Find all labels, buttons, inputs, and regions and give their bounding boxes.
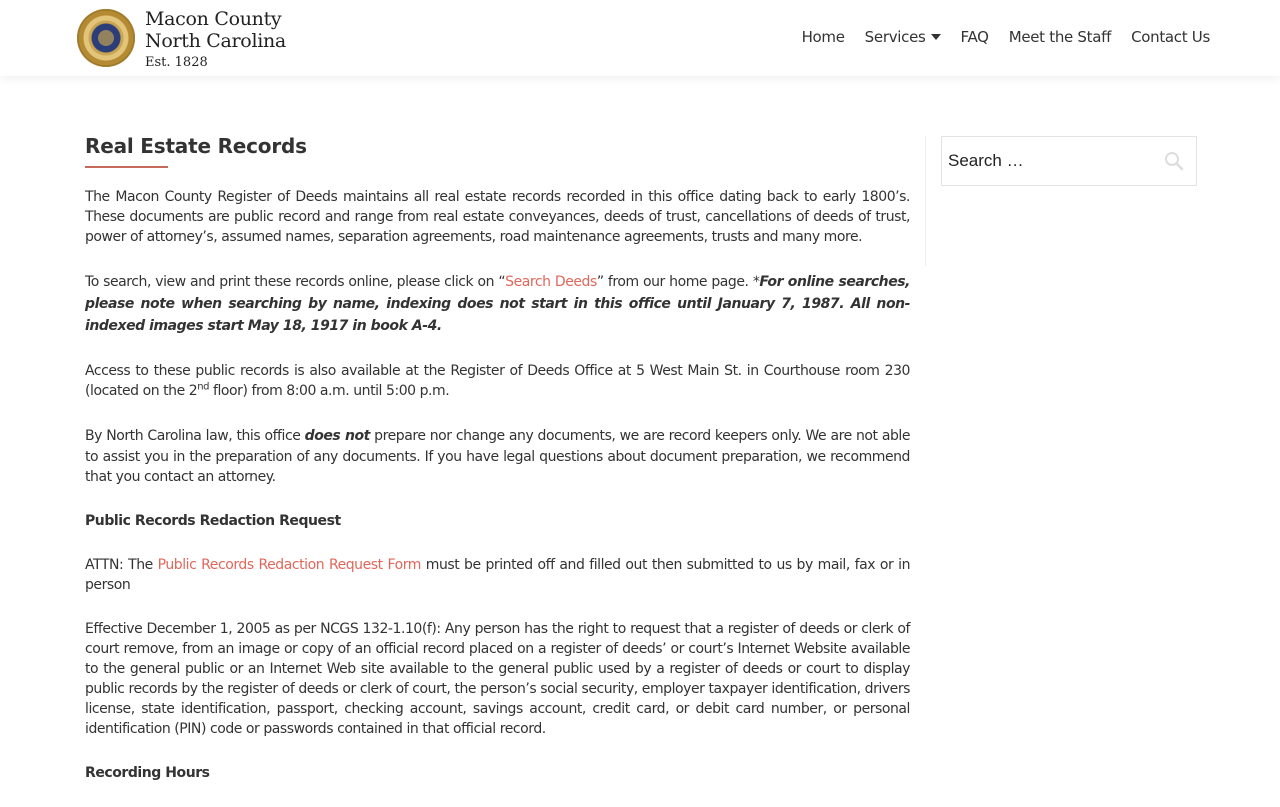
search-icon[interactable] (1164, 151, 1184, 171)
logo-text (145, 9, 286, 69)
search-form (941, 136, 1197, 186)
intro-paragraph: The Macon County Register of Deeds maintains all real estate records recorded in this office dating back to early 1800’s. These documents are public record and range from real estate conveyances, deeds of trust, cancellations of deeds of trust, power of attorney’s, assumed names, separation agreements, road maintenance agreements, trusts and many more. (85, 189, 910, 245)
nav-services-label: Services (864, 28, 926, 46)
p4-text: By North Carolina law, this office (85, 428, 305, 444)
p3-text-after: floor) from 8:00 a.m. until 5:00 p.m. (209, 383, 450, 399)
site-logo[interactable] (77, 9, 286, 69)
recording-hours-heading: Recording Hours (85, 765, 210, 781)
office-access-paragraph (85, 361, 910, 401)
chevron-down-icon (931, 34, 941, 40)
p2-text: To search, view and print these records online, please click on “ (85, 274, 506, 290)
nav-staff-label: Meet the Staff (1008, 28, 1112, 46)
nav-faq[interactable] (961, 28, 989, 46)
main-content (85, 134, 910, 807)
logo-line-3: Est. 1828 (145, 55, 208, 70)
p4-text-after: prepare nor change any documents, we are record keepers only. We are not able to assist you in the preparation of any documents. If you have legal questions about document preparation, we recommend that you contact an attorney. (85, 428, 910, 485)
search-input[interactable] (942, 137, 1152, 185)
nav-home-label: Home (801, 28, 845, 46)
title-underline (85, 166, 168, 168)
logo-line-2: North Carolina (145, 30, 286, 52)
site-header (0, 0, 1280, 76)
main-nav (782, 28, 1210, 46)
p3-text: Access to these public records is also available at the Register of Deeds Office at 5 West Main St. in Courthouse room 230 (located on the 2 (85, 363, 910, 399)
p5-text-after: must be printed off and filled out then submitted to us by mail, fax or in person (85, 557, 910, 593)
does-not-emphasis: does not (304, 428, 370, 444)
legal-notice-paragraph (85, 425, 910, 487)
county-seal-icon (77, 9, 135, 67)
sidebar-divider (925, 136, 926, 266)
nav-contact-us[interactable] (1131, 28, 1210, 46)
nav-meet-the-staff[interactable] (1009, 28, 1111, 46)
ordinal-sup: nd (197, 381, 210, 393)
nav-services[interactable] (865, 28, 941, 46)
search-deeds-link[interactable]: Search Deeds (505, 274, 597, 290)
redaction-form-link[interactable]: Public Records Redaction Request Form (157, 557, 421, 573)
nav-contact-label: Contact Us (1131, 28, 1210, 46)
ncgs-paragraph: Effective December 1, 2005 as per NCGS 132-1.10(f): Any person has the right to request that a register of deeds or clerk of court remove, from an image or copy of an official record placed on a register of deeds’ or court’s Internet Website available to the general public or an Internet Web site available to the general public used by a register of deeds or court to display public records by the register of deeds or clerk of court, the person’s social security, employer taxpayer identification, drivers license, state identification, passport, checking account, savings account, credit card, or debit card number, or personal identification (PIN) code or passwords contained in that official record. (85, 621, 910, 737)
logo-line-1: Macon County (145, 8, 282, 30)
redaction-heading: Public Records Redaction Request (85, 513, 341, 529)
nav-home[interactable] (802, 28, 845, 46)
p2-text-after: ” from our home page. * (596, 274, 760, 290)
nav-faq-label: FAQ (960, 28, 989, 46)
indexing-note: For online searches, please note when searching by name, indexing does not start in this office until January 7, 1987. All non-indexed images start May 18, 1917 in book A-4. (85, 274, 910, 334)
page-title: Real Estate Records (85, 134, 307, 158)
p5-text: ATTN: The (85, 557, 158, 573)
online-search-paragraph (85, 271, 910, 337)
redaction-paragraph (85, 555, 910, 595)
